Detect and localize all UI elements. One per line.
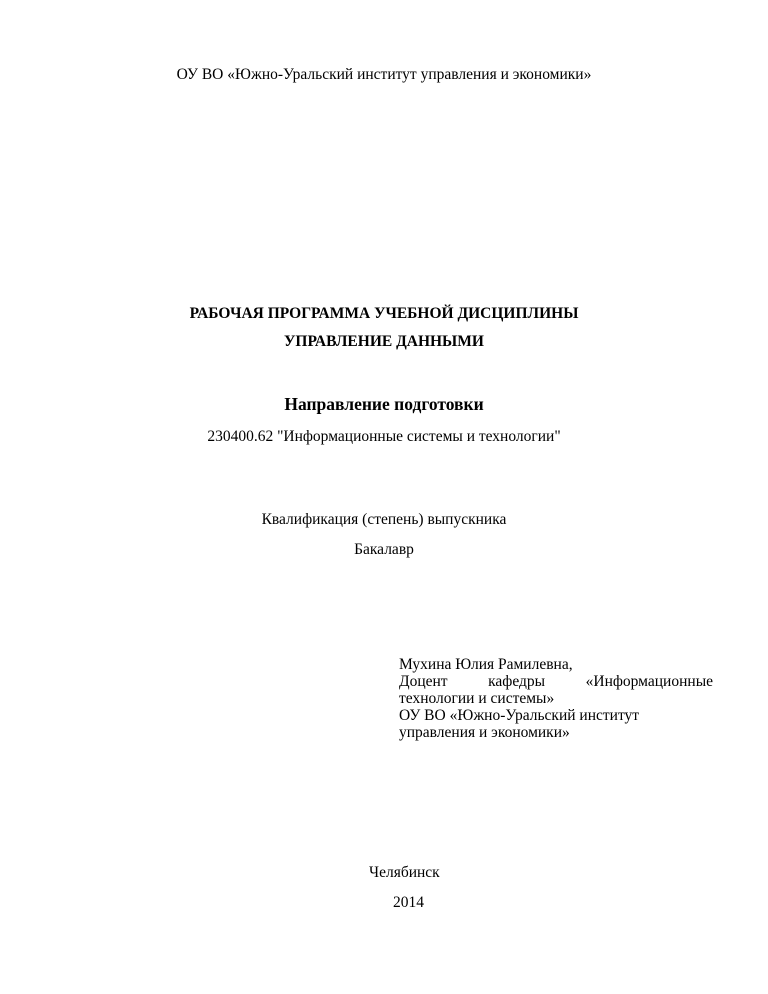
institution-header: ОУ ВО «Южно-Уральский институт управления и экономики» <box>176 66 592 83</box>
author-name: Мухина Юлия Рамилевна, <box>399 656 573 673</box>
city: Челябинск <box>369 864 440 881</box>
author-position-line2: технологии и системы» <box>399 690 555 707</box>
year: 2014 <box>393 894 424 911</box>
direction-code-name: 230400.62 "Информационные системы и технологии" <box>207 428 561 445</box>
author-org-line1: ОУ ВО «Южно-Уральский институт <box>399 707 640 724</box>
discipline-title: УПРАВЛЕНИЕ ДАННЫМИ <box>284 333 484 350</box>
author-org-line2: управления и экономики» <box>399 724 570 741</box>
direction-heading: Направление подготовки <box>284 394 484 414</box>
program-title: РАБОЧАЯ ПРОГРАММА УЧЕБНОЙ ДИСЦИПЛИНЫ <box>189 305 579 322</box>
author-block <box>399 656 713 741</box>
qualification-value: Бакалавр <box>354 541 414 558</box>
qualification-label: Квалификация (степень) выпускника <box>261 511 507 528</box>
author-position-line1: Доцент кафедры «Информационные <box>399 673 713 690</box>
